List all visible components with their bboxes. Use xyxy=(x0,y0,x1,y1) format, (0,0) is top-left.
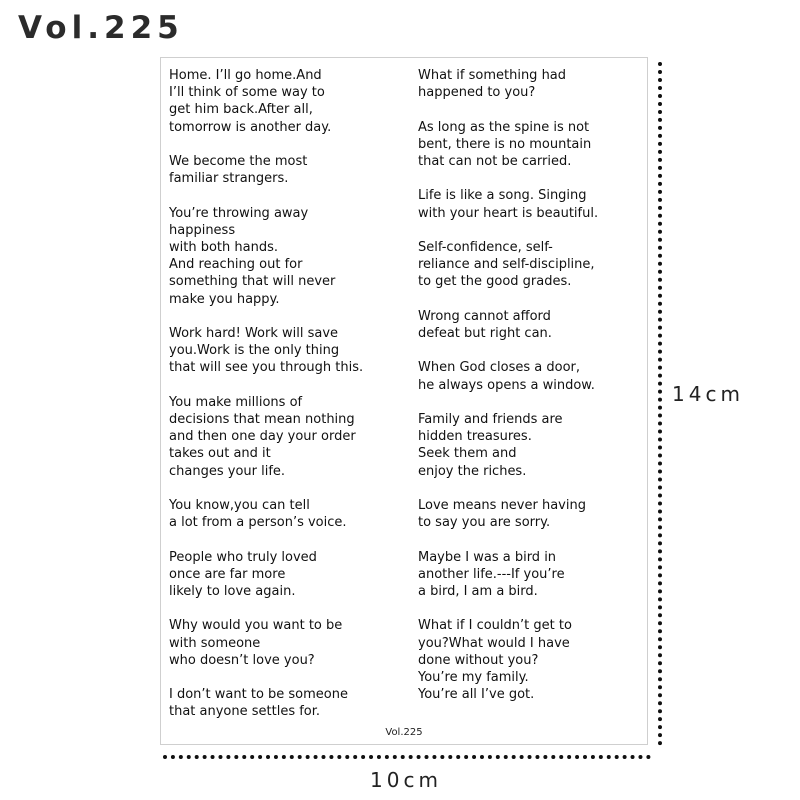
quote-line: Work hard! Work will save xyxy=(169,326,339,341)
quote-line: We become the most xyxy=(169,154,308,169)
width-dimension-line xyxy=(163,755,651,759)
quote-block xyxy=(418,617,598,703)
quote-line: a lot from a person’s voice. xyxy=(169,515,347,531)
quote-line: something that will never xyxy=(169,274,336,290)
quote-line: You know,you can tell xyxy=(169,498,310,513)
quote-block xyxy=(418,497,598,531)
quote-line: takes out and it xyxy=(169,446,271,462)
quote-block xyxy=(169,205,363,308)
quote-line: Home. I’ll go home.And xyxy=(169,68,322,83)
quote-line: I’ll think of some way to xyxy=(169,85,325,101)
quote-line: happiness xyxy=(169,222,236,238)
quote-block xyxy=(418,187,598,221)
product-title: Vol.225 xyxy=(18,10,184,46)
quote-block xyxy=(418,308,598,342)
quote-line: Wrong cannot afford xyxy=(418,308,551,324)
quote-line: You’re my family. xyxy=(418,669,529,685)
quote-line: who doesn’t love you? xyxy=(169,652,315,668)
quote-line: get him back.After all, xyxy=(169,102,313,118)
quote-block xyxy=(418,119,598,171)
quote-line: to say you are sorry. xyxy=(418,515,551,531)
width-dimension-label: 10cm xyxy=(370,768,442,792)
quote-line: You make millions of xyxy=(169,394,303,410)
quote-line: decisions that mean nothing xyxy=(169,412,355,427)
quote-line: As long as the spine is not xyxy=(418,119,590,135)
quote-line: you.Work is the only thing xyxy=(169,343,340,359)
sheet-volume-label: Vol.225 xyxy=(385,727,423,738)
quote-line: with someone xyxy=(169,635,261,651)
quote-line: Why would you want to be xyxy=(169,618,343,634)
quote-block xyxy=(418,239,598,291)
quote-block xyxy=(418,67,598,101)
quote-line: and then one day your order xyxy=(169,429,356,445)
quote-line: Self-confidence, self- xyxy=(418,239,553,255)
quote-line: enjoy the riches. xyxy=(418,463,527,479)
quote-line: tomorrow is another day. xyxy=(169,119,332,135)
quote-block xyxy=(169,497,363,531)
quote-line: familiar strangers. xyxy=(169,171,289,187)
quote-block xyxy=(418,549,598,601)
quote-line: Love means never having xyxy=(418,497,586,513)
quote-line: Maybe I was a bird in xyxy=(418,549,557,565)
quote-line: another life.---If you’re xyxy=(418,566,565,582)
quote-line: you?What would I have xyxy=(418,635,570,651)
quote-line: What if something had xyxy=(418,68,567,83)
quote-line: that can not be carried. xyxy=(418,154,572,169)
quote-line: done without you? xyxy=(418,652,539,668)
quote-line: Life is like a song. Singing xyxy=(418,188,587,204)
quote-line: a bird, I am a bird. xyxy=(418,583,538,599)
quote-line: once are far more xyxy=(169,566,286,582)
quote-block xyxy=(418,359,598,393)
quote-line: with your heart is beautiful. xyxy=(418,205,599,221)
quote-block xyxy=(169,686,363,720)
quote-line: defeat but right can. xyxy=(418,325,552,341)
quote-line: likely to love again. xyxy=(169,584,296,599)
quote-line: to get the good grades. xyxy=(418,274,572,290)
quote-line: he always opens a window. xyxy=(418,377,595,393)
quote-line: You’re throwing away xyxy=(169,205,309,221)
height-dimension-line xyxy=(658,62,662,746)
quote-block xyxy=(169,617,363,669)
quote-block xyxy=(169,549,363,601)
quote-line: People who truly loved xyxy=(169,549,317,565)
quote-block xyxy=(418,411,598,480)
quote-line: You’re all I’ve got. xyxy=(418,687,535,703)
quote-block xyxy=(169,325,363,377)
quote-line: Family and friends are xyxy=(418,411,563,427)
sticker-sheet xyxy=(160,57,648,745)
quote-line: Seek them and xyxy=(418,446,517,462)
quote-line: What if I couldn’t get to xyxy=(418,618,572,634)
quote-line: with both hands. xyxy=(169,240,278,255)
quote-line: And reaching out for xyxy=(169,257,303,273)
left-quote-column xyxy=(169,67,363,738)
quote-line: When God closes a door, xyxy=(418,360,580,376)
quote-block xyxy=(169,67,363,136)
quote-line: reliance and self-discipline, xyxy=(418,257,595,273)
quote-line: hidden treasures. xyxy=(418,429,532,445)
right-quote-column xyxy=(418,67,598,721)
quote-block xyxy=(169,153,363,187)
quote-block xyxy=(169,394,363,480)
quote-line: that will see you through this. xyxy=(169,360,364,376)
quote-line: I don’t want to be someone xyxy=(169,687,348,703)
quote-line: that anyone settles for. xyxy=(169,704,321,720)
quote-line: make you happy. xyxy=(169,291,280,307)
quote-line: changes your life. xyxy=(169,463,286,479)
quote-line: bent, there is no mountain xyxy=(418,136,592,152)
height-dimension-label: 14cm xyxy=(672,382,744,406)
quote-line: happened to you? xyxy=(418,85,536,101)
